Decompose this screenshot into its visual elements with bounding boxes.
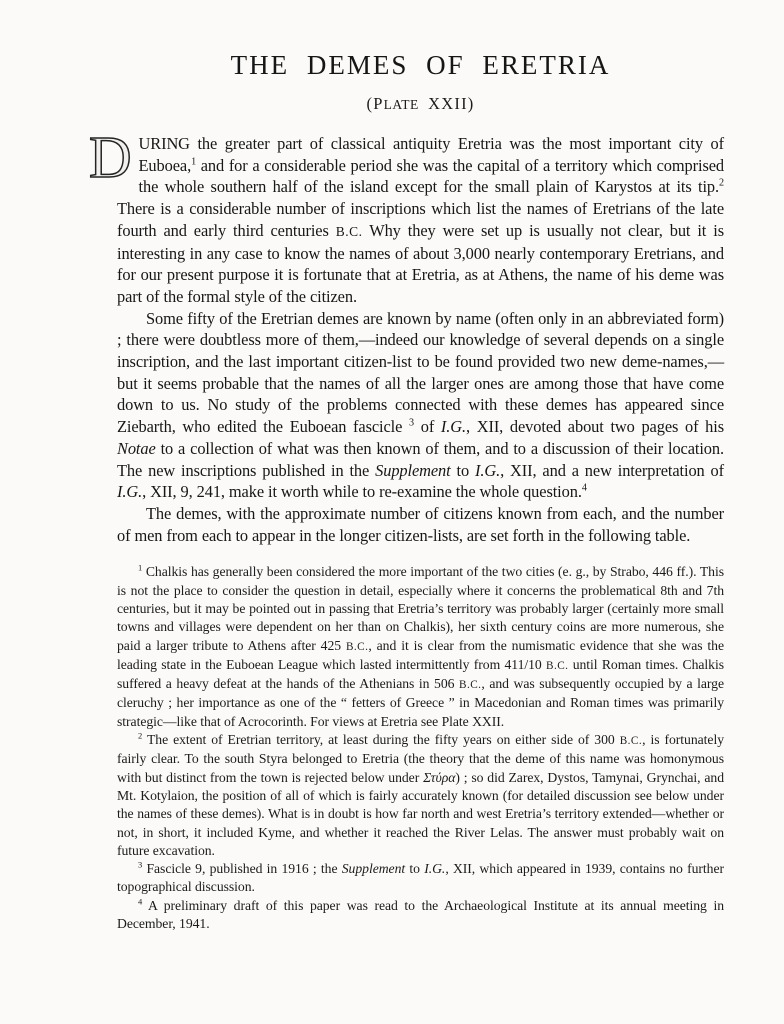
footnote-1: $^1$ Chalkis has generally been considered the more important of the two cities (e. g., by Strabo, 446 ff.). This is not the place to consider the question in detail, especially where it concerns the problematical 8th and 7th centuries, but it may be pointed out in passing that Eretria’s territory was probably larger (certainly more small towns and villages were dependent on her than on Chalkis), her sixth century coins are more numerous, she paid a larger tribute to Athens after 425 B.C., and it is clear from the numismatic evidence that she was the leading state in the Euboean League which lasted intermittently from 411/10 B.C. until Roman times. Chalkis suffered a heavy defeat at the hands of the Athenians in 506 B.C., and was subsequently occupied by a large cleruchy ; her importance as one of the “ fetters of Greece ” in Macedonian and Roman times was primarily strategic—like that of Acrocorinth. For views at Eretria see Plate XXII.: [117, 562, 724, 729]
footnotes-section: [117, 563, 724, 933]
article-title: THE DEMES OF ERETRIA: [230, 50, 611, 80]
paragraph-1-text: URING the greater part of classical antiquity Eretria was the most important city of Euboea,$^1$ and for a considerable period she was the capital of a territory which comprised the whole southern half of the island except for the small plain of Karystos at its tip.$^2$ There is a considerable number of inscriptions which list the names of Eretrians of the late fourth and early third centuries B.C. Why they were set up is usually not clear, but it is interesting in any case to know the names of about 3,000 nearly contemporary Eretrians, and for our present purpose it is fortunate that at Eretria, as at Athens, the name of his deme was part of the formal style of the citizen.: [117, 134, 724, 306]
footnote-4: $^4$ A preliminary draft of this paper was read to the Archaeological Institute at its annual meeting in December, 1941.: [117, 896, 724, 931]
article-body: [89, 124, 725, 546]
article-header: [117, 50, 724, 114]
paragraph-2: Some fifty of the Eretrian demes are known by name (often only in an abbreviated form) ; there were doubtless more of them,—indeed our knowledge of several depends on a single inscription, and the last important citizen-list to be found provided two new deme-names,—but it seems probable that the names of all the larger ones are among those that have come down to us. No study of the problems connected with these demes has appeared since Ziebarth, who edited the Euboean fascicle $^3$ of I.G., XII, devoted about two pages of his Notae to a collection of what was then known of them, and to a discussion of their location. The new inscriptions published in the Supplement to I.G., XII, and a new interpretation of I.G., XII, 9, 241, make it worth while to re-examine the whole question.$^4$: [117, 308, 725, 502]
dropcap-initial: D: [89, 124, 132, 190]
paragraph-3: The demes, with the approximate number of citizens known from each, and the number of men from each to appear in the longer citizen-lists, are set forth in the following table.: [117, 503, 724, 545]
paragraph-1: [89, 124, 724, 308]
footnote-2: $^2$ The extent of Eretrian territory, at least during the fifty years on either side of 300 B.C., is fortunately fairly clear. To the south Styra belonged to Eretria (the theory that the deme of this name was homonymous with but distinct from the town is rejected below under Στύρα) ; so did Zarex, Dystos, Tamynai, Grynchai, and Mt. Kotylaion, the position of all of which is fairly accurately known (for detailed discussion see below under the names of these demes). What is in doubt is how far north and west Eretria’s territory extended—whether or not, in short, it included Kyme, and whether it reached the River Lelas. The answer must probably wait on future excavation.: [117, 730, 724, 858]
plate-reference: (PLATE XXII): [366, 94, 475, 113]
footnote-3: $^3$ Fascicle 9, published in 1916 ; the Supplement to I.G., XII, which appeared in 1939, contains no further topographical discussion.: [117, 859, 724, 895]
